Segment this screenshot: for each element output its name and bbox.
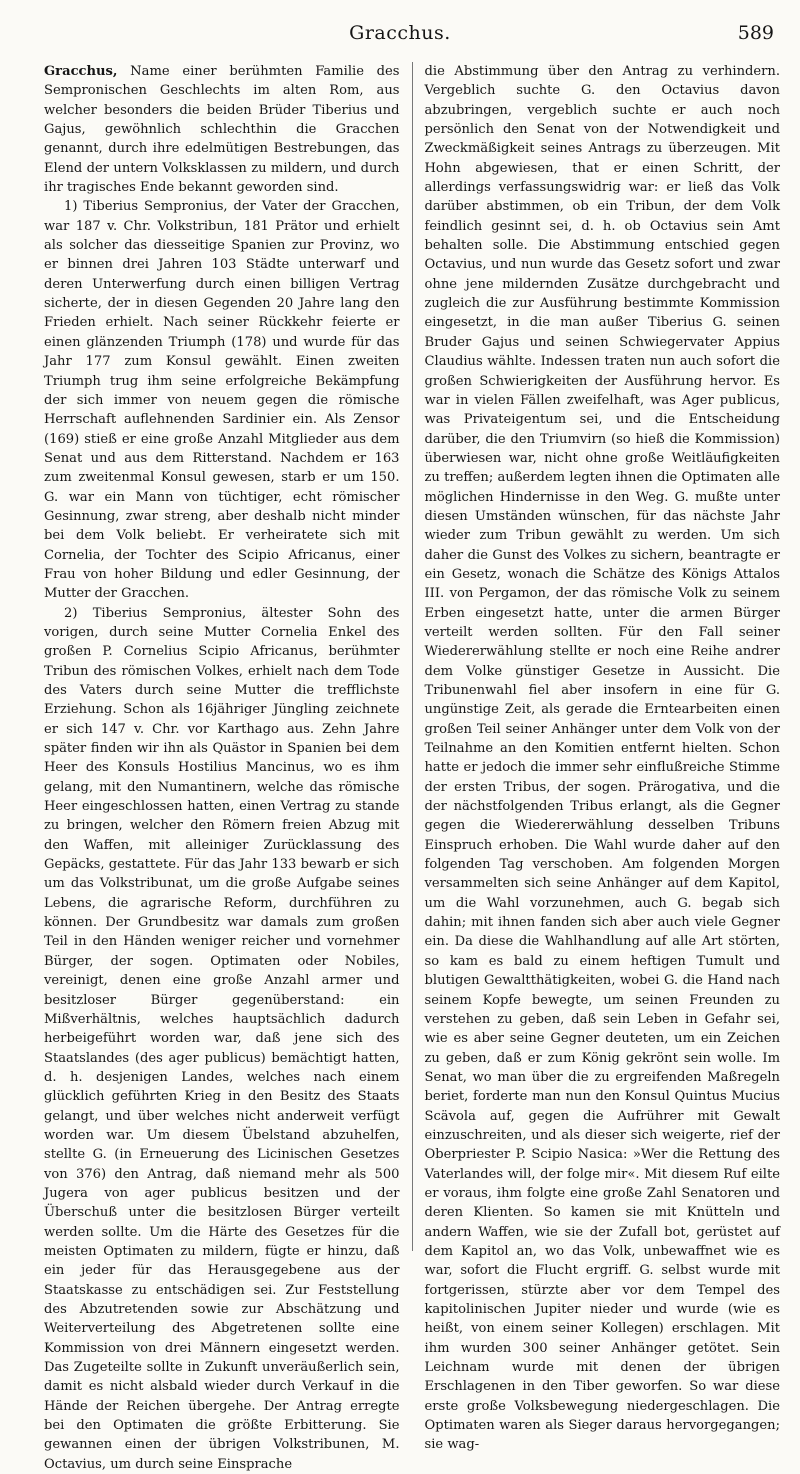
paragraph-tiberius-son: 2) Tiberius Sempronius, ältester Sohn des vorigen, durch seine Mutter Cornelia Enkel des großen P. Cornelius Scipio Africanus, berühmter Tribun des römischen Volkes, erhielt nach dem Tode des Vaters durch seine Mutter die trefflichste Erziehung. Schon als 16jähriger Jüngling zeichnete er sich 147 v. Chr. vor Karthago aus. Zehn Jahre später finden wir ihn als Quästor in Spanien bei dem Heer des Konsuls Hostilius Mancinus, wo es ihm gelang, mit den Numantinern, welche das römische Heer eingeschlossen hatten, einen Vertrag zu stande zu bringen, welcher den Römern freien Abzug mit den Waffen, mit alleiniger Zurücklassung des Gepäcks, gestattete. Für das Jahr 133 bewarb er sich um das Volkstribunat, um die große Aufgabe seines Lebens, die agrarische Reform, durchführen zu können. Der Grundbesitz war damals zum großen Teil in den Händen weniger reicher und vornehmer Bürger, der sogen. Optimaten oder Nobiles, vereinigt, denen eine große Anzahl armer und besitzloser Bürger gegenüberstand: ein Mißverhältnis, welches hauptsächlich dadurch herbeigeführt worden war, daß jene sich des Staatslandes (des ager publicus) bemächtigt hatten, d. h. desjenigen Landes, welches nach einem glücklich geführten Krieg in den Besitz des Staats gelangt, und über welches nicht anderweit verfügt worden war. Um diesem Übelstand abzuhelfen, stellte G. (in Erneuerung des Licinischen Gesetzes von 376) den Antrag, daß niemand mehr als 500 Jugera von ager publicus besitzen und der Überschuß unter die besitzlosen Bürger verteilt werden sollte. Um die Härte des Gesetzes für die meisten Optimaten zu mildern, fügte er hinzu, daß ein jeder für das Herausgegebene aus der Staatskasse zu entschädigen sei. Zur Feststellung des Abzutretenden sowie zur Abschätzung und Weiterverteilung des Abgetretenen sollte eine Kommission von drei Männern eingesetzt werden. Das Zugeteilte sollte in Zukunft unveräußerlich sein, damit es nicht alsbald wieder durch Verkauf in die Hände der Reichen übergehe. Der Antrag erregte bei den Optimaten die größte Erbitterung. Sie gewannen einen der übrigen Volkstribunen, M. Octavius, um durch seine Einsprache (44, 605, 400, 1472)
entry-intro-text: Name einer berühmten Familie des Sempronischen Geschlechts im alten Rom, aus welcher besonders die beiden Brüder Tiberius und Gajus, gewöhnlich schlechthin die Gracchen genannt, durch ihre edelmütigen Bestrebungen, das Elend der untern Volksklassen zu mildern, und durch ihr tragisches Ende bekannt geworden sind. (44, 64, 400, 196)
entry-headword: Gracchus, (44, 64, 118, 79)
entry-paragraph (44, 62, 400, 197)
column-divider (412, 62, 413, 1251)
left-column (44, 62, 400, 1472)
running-head-title: Gracchus. (349, 22, 451, 44)
paragraph-tiberius-father: 1) Tiberius Sempronius, der Vater der Gracchen, war 187 v. Chr. Volkstribun, 181 Prätor und erhielt als solcher das diesseitige Spanien zur Provinz, wo er binnen drei Jahren 103 Städte unterwarf und deren Unterwerfung durch einen billigen Vertrag sicherte, der in diesen Gegenden 20 Jahre lang den Frieden erhielt. Nach seiner Rückkehr feierte er einen glänzenden Triumph (178) und wurde für das Jahr 177 zum Konsul gewählt. Einen zweiten Triumph trug ihm seine erfolgreiche Bekämpfung der sich immer von neuem gegen die römische Herrschaft auflehnenden Sardinier ein. Als Zensor (169) stieß er eine große Anzahl Mitglieder aus dem Senat und aus dem Ritterstand. Nachdem er 163 zum zweitenmal Konsul gewesen, starb er um 150. G. war ein Mann von tüchtiger, echt römischer Gesinnung, zwar streng, aber deshalb nicht minder bei dem Volk beliebt. Er verheiratete sich mit Cornelia, der Tochter des Scipio Africanus, einer Frau von hoher Bildung und edler Gesinnung, der Mutter der Gracchen. (44, 199, 400, 602)
paragraph-continuation: die Abstimmung über den Antrag zu verhindern. Vergeblich suchte G. den Octavius davon abzubringen, vergeblich suchte er auch noch persönlich den Senat von der Notwendigkeit und Zweckmäßigkeit seines Antrags zu überzeugen. Mit Hohn abgewiesen, that er einen Schritt, der allerdings verfassungswidrig war: er ließ das Volk darüber abstimmen, ob ein Tribun, der dem Volk feindlich gesinnt sei, d. h. ob Octavius sein Amt behalten solle. Die Abstimmung entschied gegen Octavius, und nun wurde das Gesetz sofort und zwar ohne jene mildernden Zusätze durchgebracht und zugleich die zur Ausführung bestimmte Kommission eingesetzt, in die man außer Tiberius G. seinen Bruder Gajus und seinen Schwiegervater Appius Claudius wählte. Indessen traten nun auch sofort die großen Schwierigkeiten der Ausführung hervor. Es war in vielen Fällen zweifelhaft, was Ager publicus, was Privateigentum sei, und die Entscheidung darüber, die den Triumvirn (so hieß die Kommission) überwiesen war, nicht ohne große Weitläufigkeiten zu treffen; außerdem legten ihnen die Optimaten alle möglichen Hindernisse in den Weg. G. mußte unter diesen Umständen wünschen, für das nächste Jahr wieder zum Tribun gewählt zu werden. Um sich daher die Gunst des Volkes zu sichern, beantragte er ein Gesetz, wonach die Schätze des Königs Attalos III. von Pergamon, der das römische Volk zu seinem Erben eingesetzt hatte, unter die armen Bürger verteilt werden sollten. Für den Fall seiner Wiedererwählung stellte er noch eine Reihe andrer dem Volke günstiger Gesetze in Aussicht. Die Tribunenwahl fiel aber insofern in eine für G. ungünstige Zeit, als gerade die Erntearbeiten einen großen Teil seiner Anhänger unter dem Volk von der Teilnahme an den Komitien entfernt hielten. Schon hatte er jedoch die immer sehr einflußreiche Stimme der ersten Tribus, der sogen. Prärogativa, und die der nächstfolgenden Tribus erlangt, als die Gegner gegen die Wiedererwählung desselben Tribuns Einspruch erhoben. Die Wahl wurde daher auf den folgenden Tag verschoben. Am folgenden Morgen versammelten sich seine Anhänger auf dem Kapitol, um die Wahl vorzunehmen, auch G. begab sich dahin; mit ihnen fanden sich aber auch viele Gegner ein. Da diese die Wahlhandlung auf alle Art störten, so kam es bald zu einem heftigen Tumult und blutigen Gewaltthätigkeiten, wobei G. die Hand nach seinem Kopfe bewegte, um seinen Freunden zu verstehen zu geben, daß sein Leben in Gefahr sei, wie es aber seine Gegner deuteten, um ein Zeichen zu geben, daß er zum König gekrönt sein wolle. Im Senat, wo man über die zu ergreifenden Maßregeln beriet, forderte man nun den Konsul Quintus Mucius Scävola auf, gegen die Aufrührer mit Gewalt einzuschreiten, und als dieser sich weigerte, rief der Oberpriester P. Scipio Nasica: »Wer die Rettung des Vaterlandes will, der folge mir«. Mit diesem Ruf eilte er voraus, ihm folgte eine große Zahl Senatoren und deren Klienten. So kamen sie mit Knütteln und andern Waffen, wie sie der Zufall bot, gerüstet auf dem Kapitol an, wo das Volk, unbewaffnet wie es war, sofort die Flucht ergriff. G. selbst wurde mit fortgerissen, stürzte aber vor dem Tempel des kapitolinischen Jupiter nieder und wurde (wie es heißt, von einem seiner Kollegen) erschlagen. Mit ihm wurden 300 seiner Anhänger getötet. Sein Leichnam wurde mit denen der übrigen Erschlagenen in den Tiber geworfen. So war diese erste große Volksbewegung niedergeschlagen. Die Optimaten waren als Sieger daraus hervorgegangen; sie wag- (424, 64, 780, 1453)
right-column (424, 62, 781, 1453)
text-columns (44, 62, 780, 1472)
running-head (0, 18, 800, 48)
page-number: 589 (737, 22, 774, 44)
